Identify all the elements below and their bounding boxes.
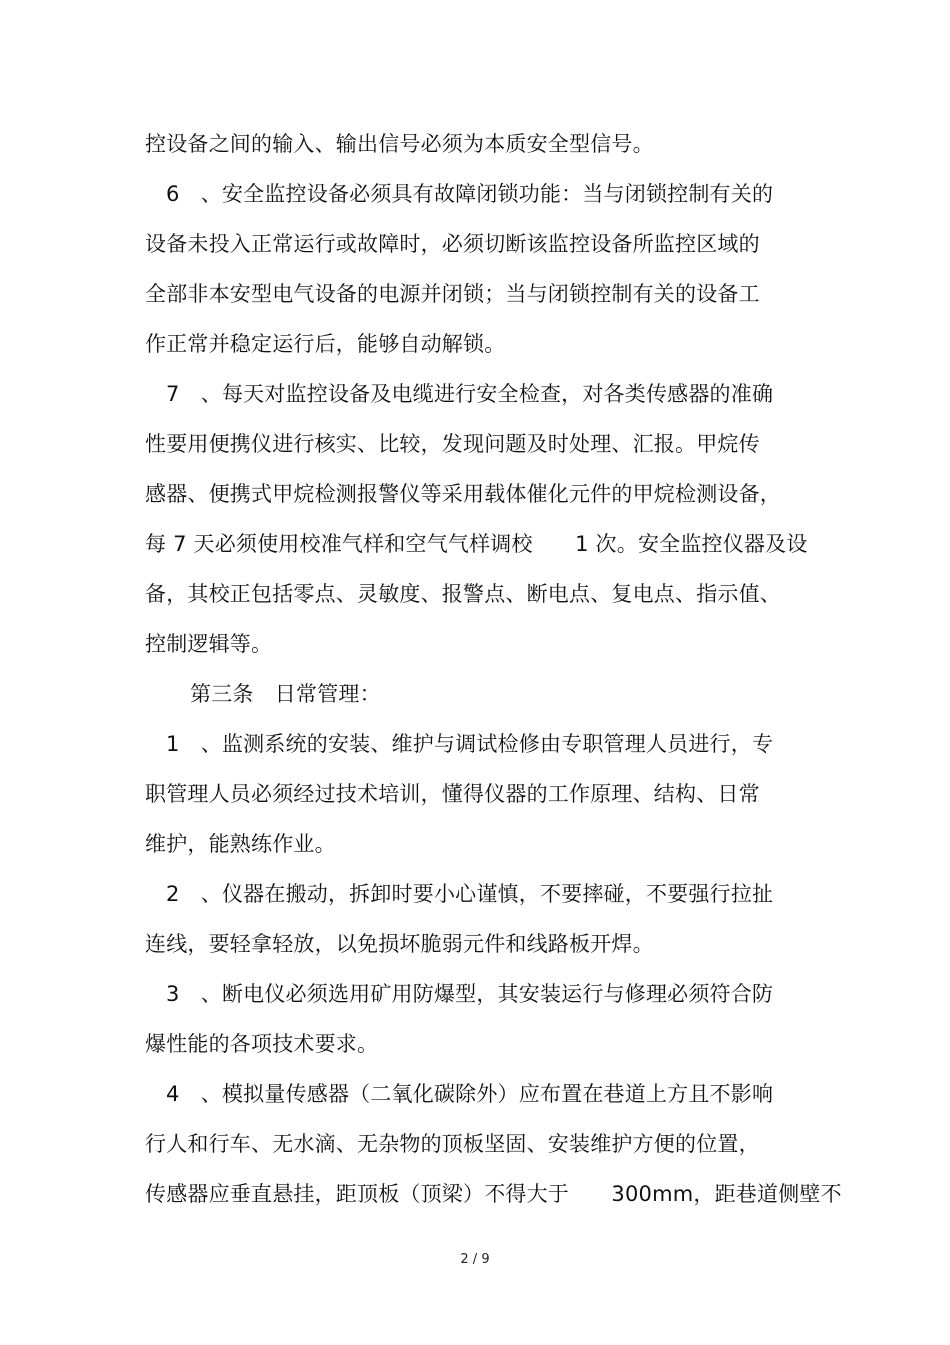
list-item-3-line: 3 、断电仪必须选用矿用防爆型，其安装运行与修理必须符合防 [166,982,774,1006]
body-text-line: 感器、便携式甲烷检测报警仪等采用载体催化元件的甲烷检测设备， [145,482,781,506]
section-heading: 第三条 日常管理： [190,682,381,706]
body-text-line: 行人和行车、无水滴、无杂物的顶板坚固、安装维护方便的位置， [145,1132,760,1156]
body-text-line: 全部非本安型电气设备的电源并闭锁；当与闭锁控制有关的设备工 [145,282,760,306]
body-text-line: 性要用便携仪进行核实、比较，发现问题及时处理、汇报。甲烷传 [145,432,760,456]
list-item-7-line: 7 、每天对监控设备及电缆进行安全检查，对各类传感器的准确 [166,382,774,406]
body-text-line: 备，其校正包括零点、灵敏度、报警点、断电点、复电点、指示值、 [145,582,781,606]
list-item-4-line: 4 、模拟量传感器（二氧化碳除外）应布置在巷道上方且不影响 [166,1082,774,1106]
page-number: 2 / 9 [460,1252,490,1267]
body-text-line: 每 7 天必须使用校准气样和空气气样调校 1 次。安全监控仪器及设 [145,532,808,556]
list-item-2-line: 2 、仪器在搬动，拆卸时要小心谨慎，不要摔碰，不要强行拉扯 [166,882,774,906]
list-item-6-line: 6 、安全监控设备必须具有故障闭锁功能：当与闭锁控制有关的 [166,182,774,206]
body-text-line: 设备未投入正常运行或故障时，必须切断该监控设备所监控区域的 [145,232,760,256]
body-text-line: 传感器应垂直悬挂，距顶板（顶梁）不得大于 300mm，距巷道侧壁不 [145,1182,842,1206]
body-text-line: 控制逻辑等。 [145,632,273,656]
list-item-1-line: 1 、监测系统的安装、维护与调试检修由专职管理人员进行，专 [166,732,774,756]
body-text-line: 维护，能熟练作业。 [145,832,336,856]
body-text-line: 连线，要轻拿轻放，以免损坏脆弱元件和线路板开焊。 [145,932,654,956]
body-text-line: 职管理人员必须经过技术培训，懂得仪器的工作原理、结构、日常 [145,782,760,806]
body-text-line: 作正常并稳定运行后，能够自动解锁。 [145,332,506,356]
body-text-line: 控设备之间的输入、输出信号必须为本质安全型信号。 [145,132,654,156]
body-text-line: 爆性能的各项技术要求。 [145,1032,379,1056]
